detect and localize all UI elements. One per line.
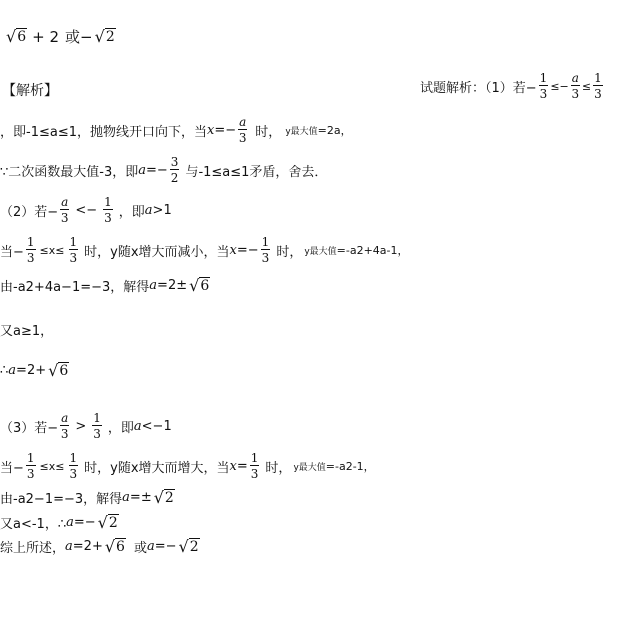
frac-a-3: $\frac{a}{3}$ [571, 71, 580, 101]
analysis-header: 【解析】 [2, 83, 58, 99]
sqrt-6: √ 6 [48, 361, 69, 381]
frac-1-3b: $\frac{1}{3}$ [69, 235, 78, 265]
frac-a-3: $\frac{a}{3}$ [60, 195, 69, 225]
answer-plus2: + 2 [32, 27, 60, 46]
frac-1-3: $\frac{1}{3}$ [26, 235, 35, 265]
frac-1-3: $\frac{1}{3}$ [26, 451, 35, 481]
answer-neg: − [80, 27, 93, 46]
frac-1-3b: $\frac{1}{3}$ [69, 451, 78, 481]
frac-1-3: $\frac{1}{3}$ [104, 195, 112, 225]
answer-or: 或 [65, 28, 81, 46]
text-line-4: 当− $\frac{1}{3}$ ≤x≤ $\frac{1}{3}$ 时，y随x增大而减小，当 x =− $\frac{1}{3}$ 时， y最大值 =-a2+4a-1， [0, 235, 409, 265]
text-line-11: 又a<-1，∴ a =− √ 2 [0, 513, 118, 533]
text-line-10: 由-a2−1=−3，解得 a =± √ 2 [0, 488, 174, 508]
text-line-7: ∴ a =2+ √ 6 [0, 361, 69, 381]
text-line-12: 综上所述， a =2+ √ 6 或 a =− √ 2 [0, 537, 199, 557]
text-line-2: ∵二次函数最大值-3，即 a =− $\frac{3}{2}$ 与-1≤a≤1矛盾，舍去． [0, 155, 328, 185]
sqrt-2: √ 2 [178, 537, 199, 557]
sqrt-6: √ 6 [104, 537, 125, 557]
sqrt-2: √ 2 [97, 513, 118, 533]
frac-1-3: $\frac{1}{3}$ [539, 71, 548, 101]
sqrt-6: √ 6 [189, 276, 210, 296]
frac-a-3: $\frac{a}{3}$ [60, 411, 69, 441]
sqrt-2: √ 2 [94, 27, 115, 47]
text-line-5: 由-a2+4a−1=−3，解得 a =2± √ 6 [0, 276, 210, 296]
text-line-8: （3）若− $\frac{a}{3}$ > $\frac{1}{3}$ ，即 a <−1 [0, 411, 172, 441]
text-line-1: ，即-1≤a≤1，抛物线开口向下，当 x =− $\frac{a}{3}$ 时， y最大值 =2a， [0, 115, 352, 145]
frac-a-3: $\frac{a}{3}$ [238, 115, 247, 145]
analysis-right-title: 试题解析：（1）若− $\frac{1}{3}$ ≤− $\frac{a}{3}$ ≤ $\frac{1}{3}$ [420, 71, 602, 101]
sqrt-2: √ 2 [153, 488, 174, 508]
frac-1-3c: $\frac{1}{3}$ [250, 451, 259, 481]
sqrt-6: √ 6 [6, 27, 27, 47]
frac-1-3c: $\frac{1}{3}$ [261, 235, 270, 265]
frac-1-3b: $\frac{1}{3}$ [594, 71, 602, 101]
text-line-9: 当− $\frac{1}{3}$ ≤x≤ $\frac{1}{3}$ 时，y随x增大而增大，当 x = $\frac{1}{3}$ 时， y最大值 =-a2-1， [0, 451, 375, 481]
text-line-3: （2）若− $\frac{a}{3}$ <− $\frac{1}{3}$ ，即 a >1 [0, 195, 172, 225]
answer-line [4, 26, 118, 47]
frac-3-2: $\frac{3}{2}$ [170, 155, 179, 185]
text-line-6: 又a≥1， [0, 324, 54, 339]
frac-1-3: $\frac{1}{3}$ [93, 411, 101, 441]
